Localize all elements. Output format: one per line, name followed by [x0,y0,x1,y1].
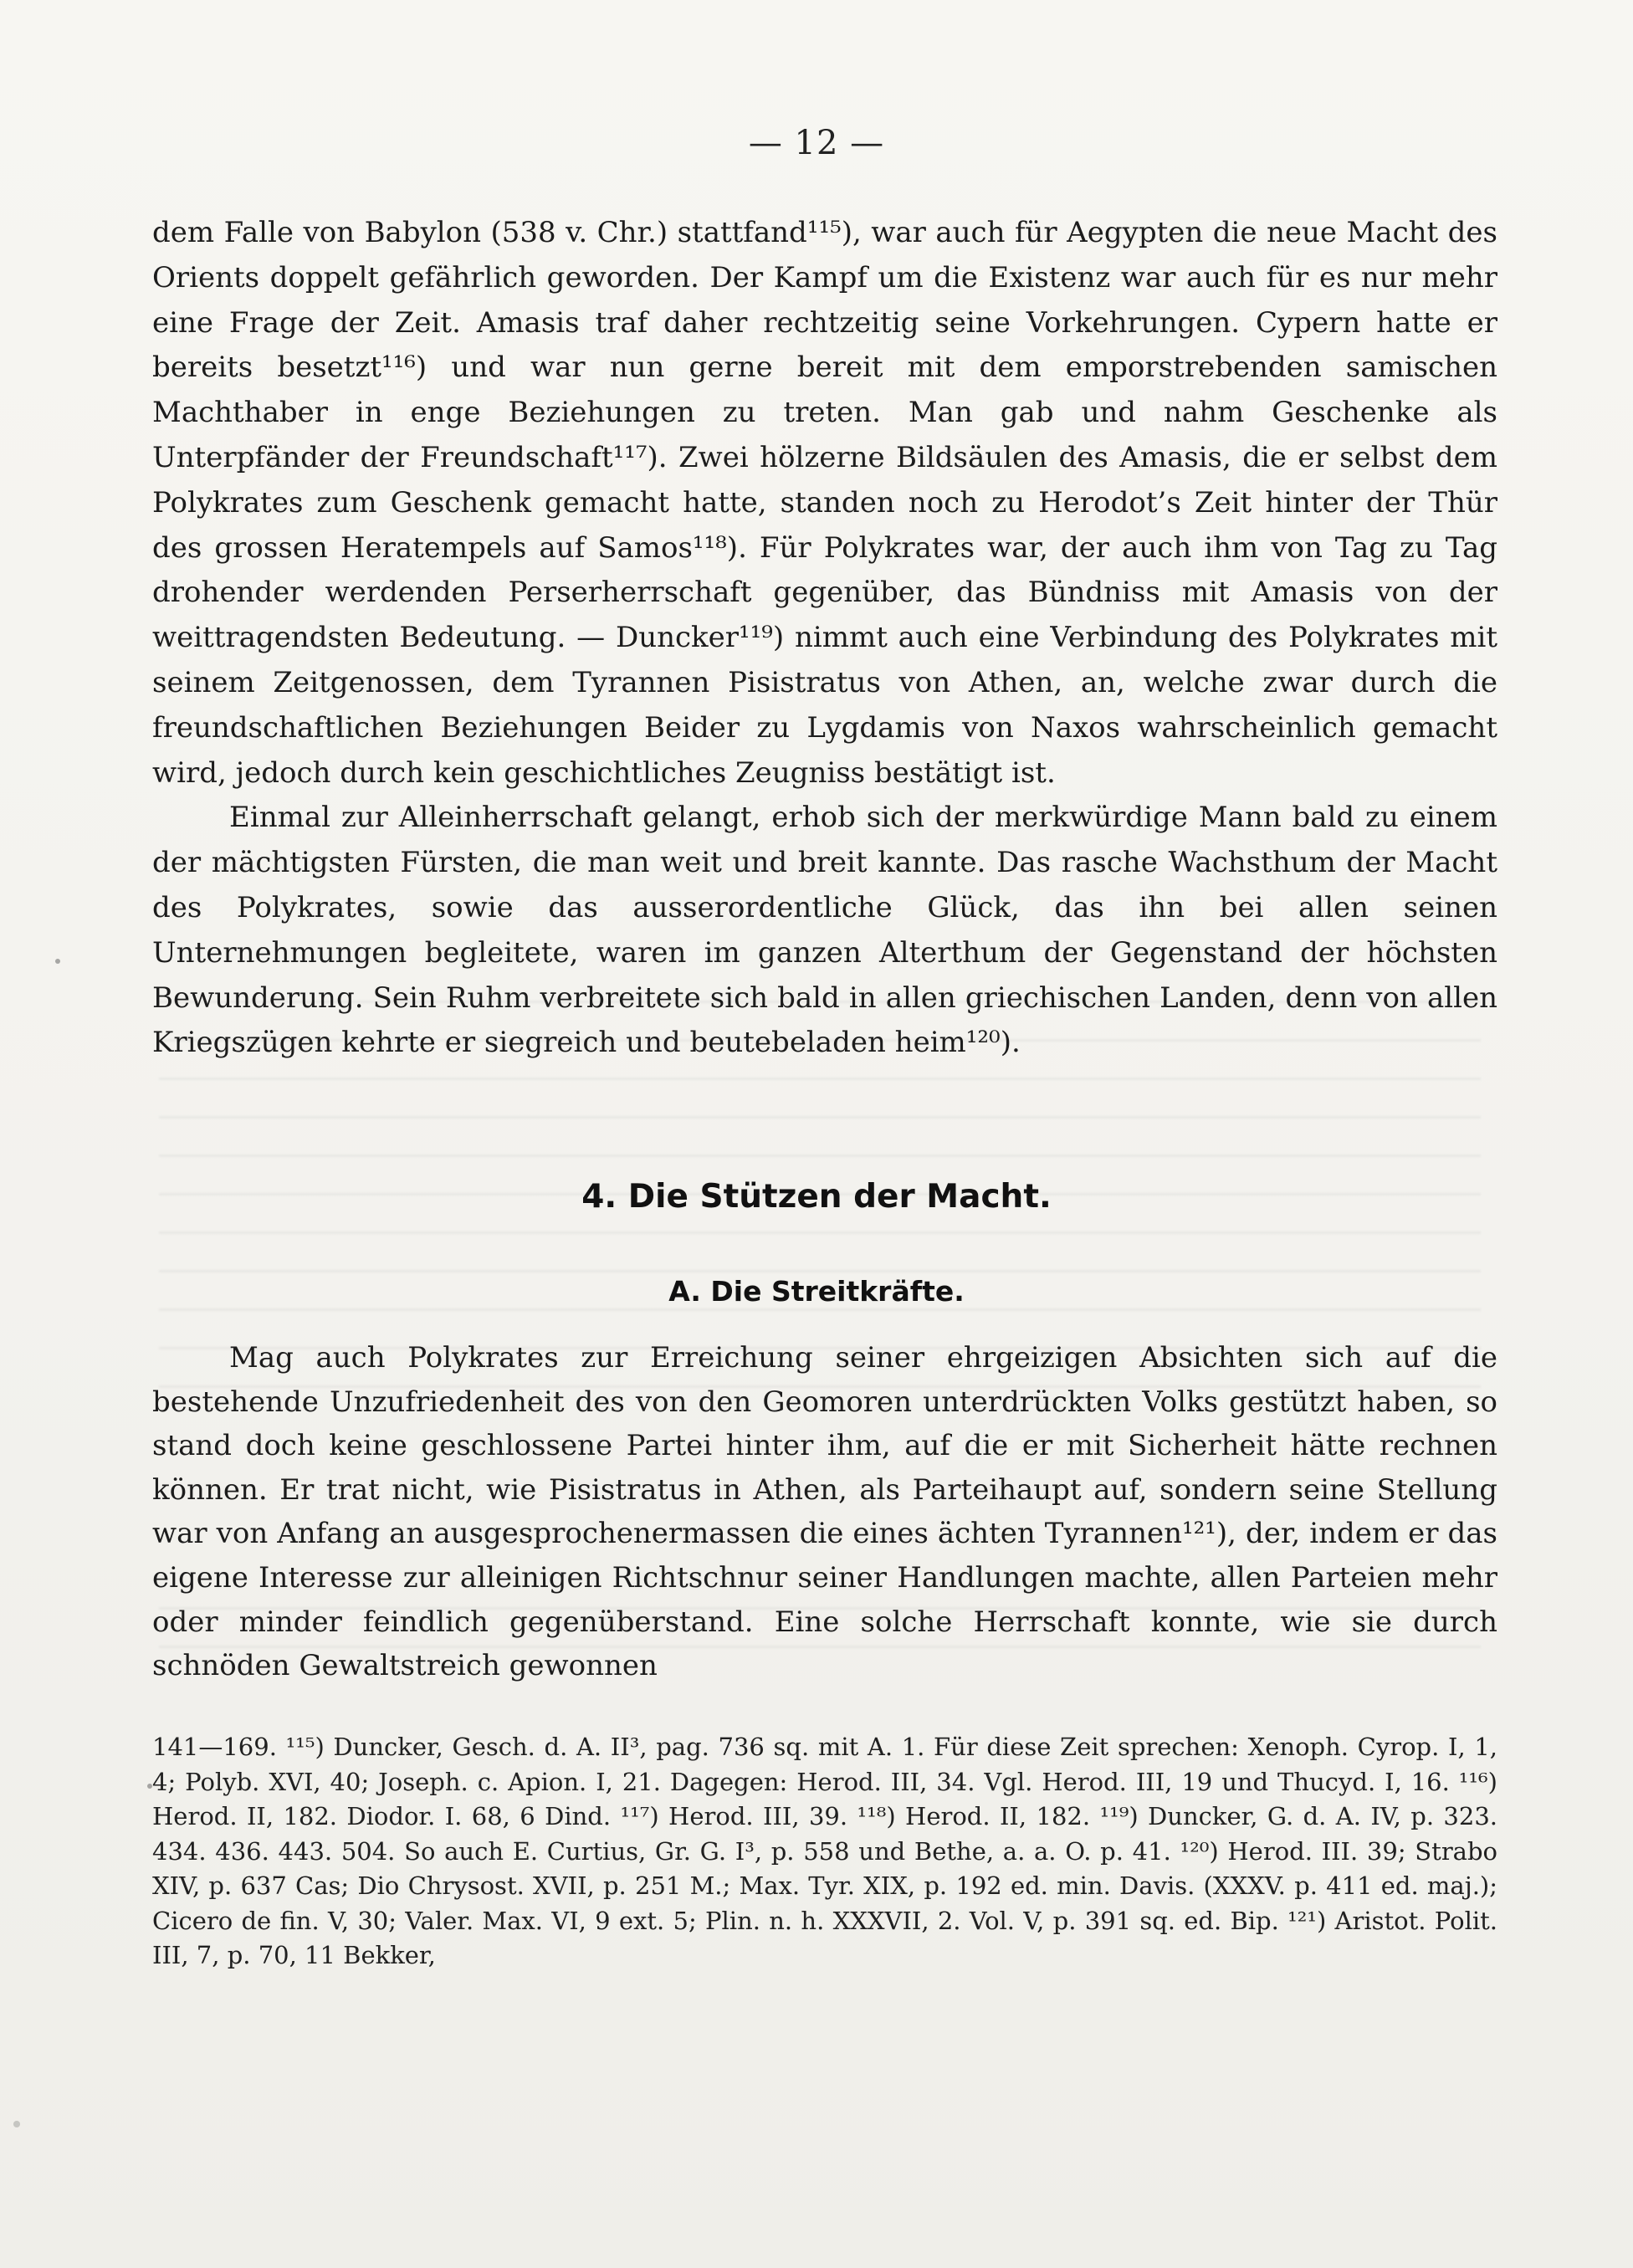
paragraph: Mag auch Polykrates zur Erreichung seiner ehrgeizigen Absichten sich auf die bestehende Unzufriedenheit des von den Geomoren unterdrückten Volks gestützt haben, so stand doch keine geschlossene Partei hinter ihm, auf die er mit Sicherheit hätte rechnen können. Er trat nicht, wie Pisistratus in Athen, als Parteihaupt auf, sondern seine Stellung war von Anfang an ausgesprochenermassen die eines ächten Tyrannen¹²¹), der, indem er das eigene Interesse zur alleinigen Richtschnur seiner Handlungen machte, allen Parteien mehr oder minder feindlich gegenüberstand. Eine solche Herrschaft konnte, wie sie durch schnöden Gewaltstreich gewonnen [152,1341,1497,1683]
page-number: — 12 — [748,124,885,162]
subsection-heading: A. Die Streitkräfte. [668,1275,965,1308]
paragraph: Einmal zur Alleinherrschaft gelangt, erhob sich der merkwürdige Mann bald zu einem der mächtigsten Fürsten, die man weit und breit kannte. Das rasche Wachsthum der Macht des Polykrates, sowie das ausserordentliche Glück, das ihn bei allen seinen Unternehmungen begleitete, waren im ganzen Alterthum der Gegenstand der höchsten Bewunderung. Sein Ruhm verbreitete sich bald in allen griechischen Landen, denn von allen Kriegszügen kehrte er siegreich und beutebeladen heim¹²⁰). [152,801,1497,1060]
scan-speck [13,2121,20,2127]
scan-speck [147,1784,152,1789]
scan-speck [55,959,60,964]
section-text [152,1336,1497,1688]
main-text [152,211,1497,1066]
footnote-text: 141—169. ¹¹⁵) Duncker, Gesch. d. A. II³, pag. 736 sq. mit A. 1. Für diese Zeit sprechen: Xenoph. Cyrop. I, 1, 4; Polyb. XVI, 40; Joseph. c. Apion. I, 21. Dagegen: Herod. III, 34. Vgl. Herod. III, 19 und Thucyd. I, 16. ¹¹⁶) Herod. II, 182. Diodor. I. 68, 6 Dind. ¹¹⁷) Herod. III, 39. ¹¹⁸) Herod. II, 182. ¹¹⁹) Duncker, G. d. A. IV, p. 323. 434. 436. 443. 504. So auch E. Curtius, Gr. G. I³, p. 558 und Bethe, a. a. O. p. 41. ¹²⁰) Herod. III. 39; Strabo XIV, p. 637 Cas; Dio Chrysost. XVII, p. 251 M.; Max. Tyr. XIX, p. 192 ed. min. Davis. (XXXV. p. 411 ed. maj.); Cicero de fin. V, 30; Valer. Max. VI, 9 ext. 5; Plin. n. h. XXXVII, 2. Vol. V, p. 391 sq. ed. Bip. ¹²¹) Aristot. Polit. III, 7, p. 70, 11 Bekker, [152,1733,1497,1969]
section-heading: 4. Die Stützen der Macht. [581,1178,1052,1216]
paragraph: dem Falle von Babylon (538 v. Chr.) stattfand¹¹⁵), war auch für Aegypten die neue Macht des Orients doppelt gefährlich geworden. Der Kampf um die Existenz war auch für es nur mehr eine Frage der Zeit. Amasis traf daher rechtzeitig seine Vorkehrungen. Cypern hatte er bereits besetzt¹¹⁶) und war nun gerne bereit mit dem emporstrebenden samischen Machthaber in enge Beziehungen zu treten. Man gab und nahm Geschenke als Unterpfänder der Freundschaft¹¹⁷). Zwei hölzerne Bildsäulen des Amasis, die er selbst dem Polykrates zum Geschenk gemacht hatte, standen noch zu Herodot’s Zeit hinter der Thür des grossen Heratempels auf Samos¹¹⁸). Für Polykrates war, der auch ihm von Tag zu Tag drohender werdenden Perserherrschaft gegenüber, das Bündniss mit Amasis von der weittragendsten Bedeutung. — Duncker¹¹⁹) nimmt auch eine Verbindung des Polykrates mit seinem Zeitgenossen, dem Tyrannen Pisistratus von Athen, an, welche zwar durch die freundschaftlichen Beziehungen Beider zu Lygdamis von Naxos wahrscheinlich gemacht wird, jedoch durch kein geschichtliches Zeugniss bestätigt ist. [152,216,1497,790]
footnotes [152,1730,1497,1974]
